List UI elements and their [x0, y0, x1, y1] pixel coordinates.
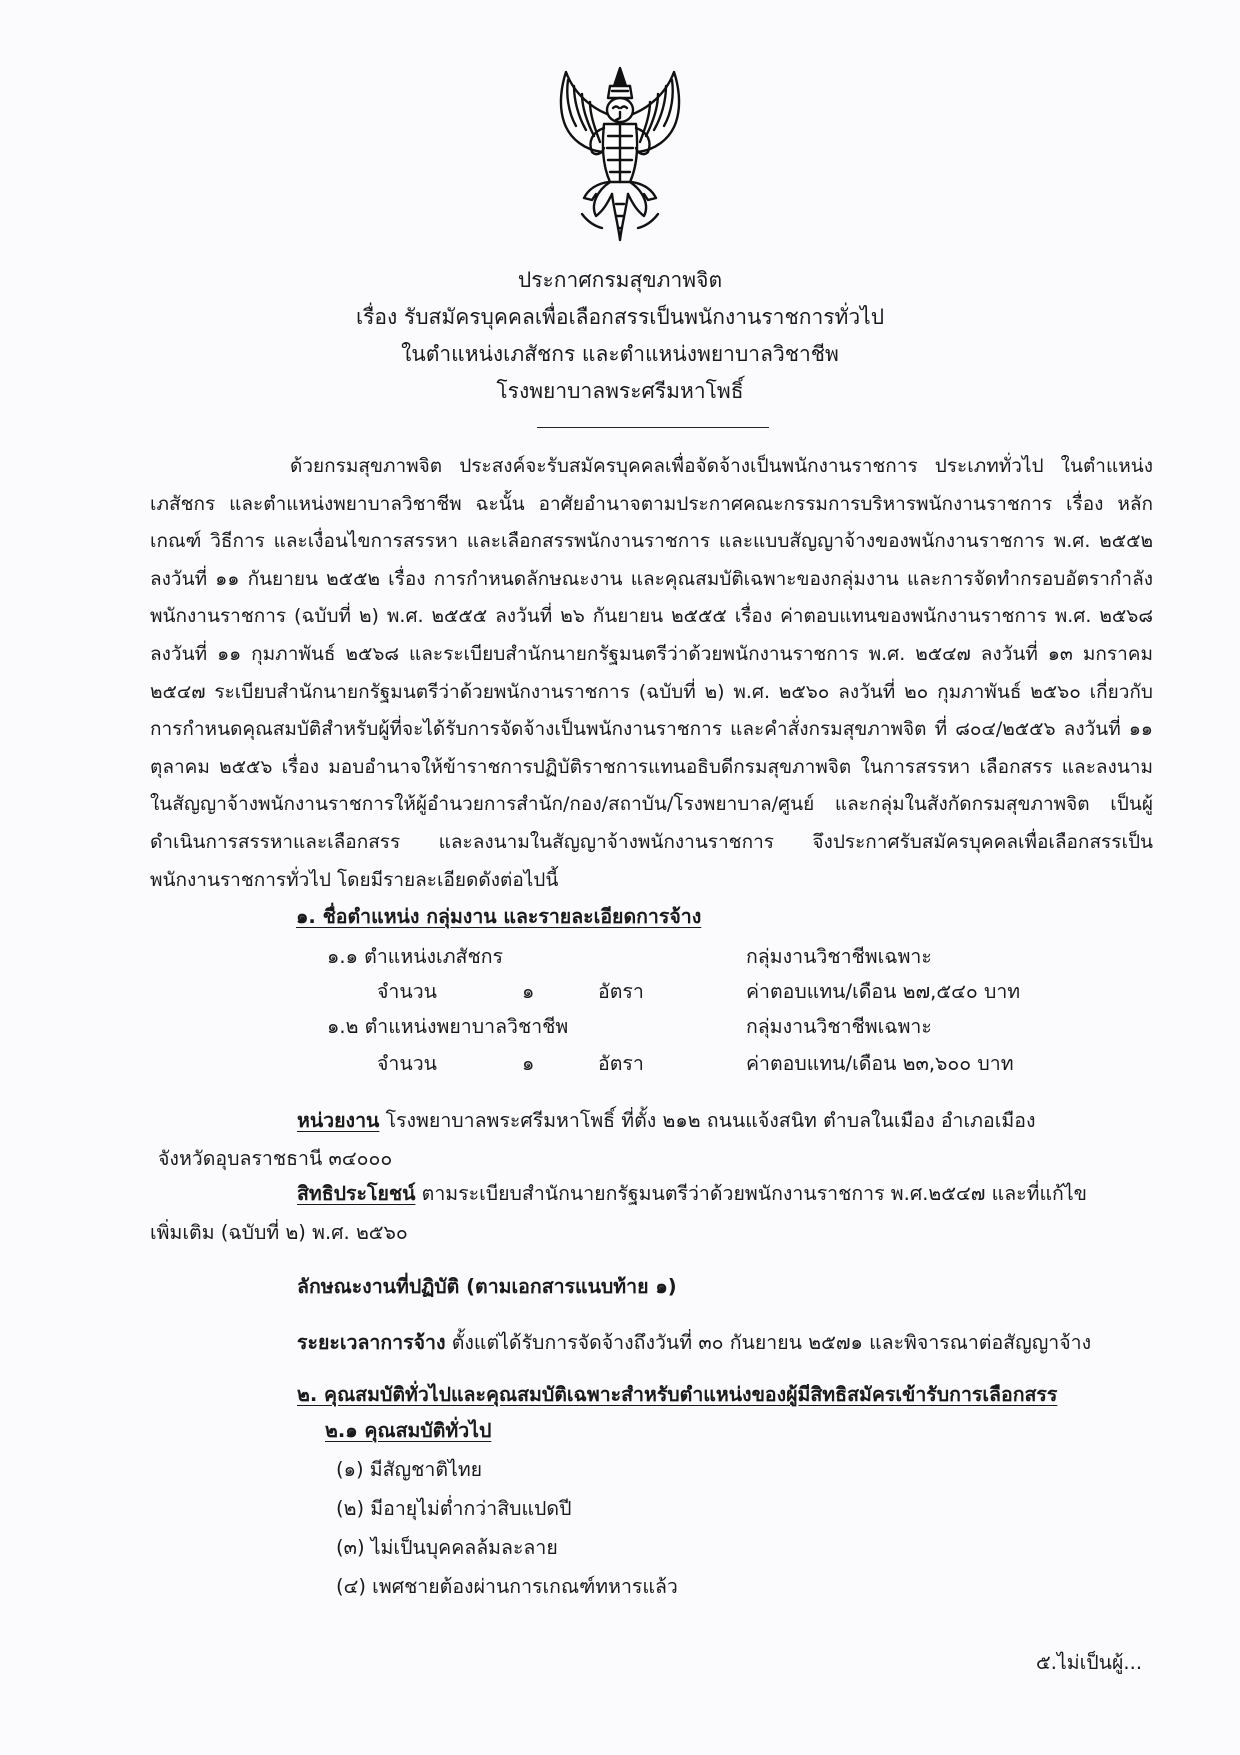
benefits-line-2: เพิ่มเติม (ฉบับที่ ๒) พ.ศ. ๒๕๖๐ [150, 1221, 408, 1244]
title-line-2: เรื่อง รับสมัครบุคคลเพื่อเลือกสรรเป็นพนักงานราชการทั่วไป [355, 305, 885, 329]
agency-label: หน่วยงาน [297, 1109, 380, 1132]
duties-line: ลักษณะงานที่ปฏิบัติ (ตามเอกสารแนบท้าย ๑) [297, 1275, 677, 1298]
position-2-unit: อัตรา [598, 1052, 644, 1075]
agency-text: โรงพยาบาลพระศรีมหาโพธิ์ ที่ตั้ง ๒๑๒ ถนนแจ้งสนิท ตำบลในเมือง อำเภอเมือง [379, 1109, 1036, 1132]
qualification-item-4: (๔) เพศชายต้องผ่านการเกณฑ์ทหารแล้ว [336, 1575, 678, 1598]
section-2-heading: ๒. คุณสมบัติทั่วไปและคุณสมบัติเฉพาะสำหรับตำแหน่งของผู้มีสิทธิสมัครเข้ารับการเลือกสรร [297, 1383, 1058, 1406]
benefits-label: สิทธิประโยชน์ [297, 1182, 416, 1205]
announcement-title [300, 262, 940, 410]
position-2-title: ๑.๒ ตำแหน่งพยาบาลวิชาชีพ [327, 1015, 569, 1038]
period-label: ระยะเวลาการจ้าง [297, 1331, 446, 1354]
position-1-group: กลุ่มงานวิชาชีพเฉพาะ [746, 945, 932, 968]
position-1-title: ๑.๑ ตำแหน่งเภสัชกร [327, 945, 503, 968]
position-1-count-label: จำนวน [377, 980, 437, 1003]
title-line-4: โรงพยาบาลพระศรีมหาโพธิ์ [496, 379, 744, 403]
benefits-text: ตามระเบียบสำนักนายกรัฐมนตรีว่าด้วยพนักงานราชการ พ.ศ.๒๕๔๗ และที่แก้ไข [415, 1182, 1088, 1205]
benefits-line-1 [297, 1179, 1087, 1209]
position-2-count: ๑ [522, 1052, 535, 1075]
position-2-count-label: จำนวน [377, 1052, 437, 1075]
section-2-1-heading: ๒.๑ คุณสมบัติทั่วไป [325, 1419, 492, 1442]
agency-line-2: จังหวัดอุบลราชธานี ๓๔๐๐๐ [158, 1147, 393, 1170]
title-line-3: ในตำแหน่งเภสัชกร และตำแหน่งพยาบาลวิชาชีพ [401, 342, 839, 366]
period-line [297, 1328, 1091, 1358]
position-1-count: ๑ [522, 980, 535, 1003]
title-line-1: ประกาศกรมสุขภาพจิต [517, 268, 723, 292]
qualification-item-1: (๑) มีสัญชาติไทย [336, 1458, 483, 1481]
period-text: ตั้งแต่ได้รับการจัดจ้างถึงวันที่ ๓๐ กันยายน ๒๕๗๑ และพิจารณาต่อสัญญาจ้าง [445, 1331, 1092, 1354]
continued-text: ๕.ไม่เป็นผู้... [1036, 1651, 1143, 1674]
qualification-item-3: (๓) ไม่เป็นบุคคลล้มละลาย [336, 1536, 558, 1559]
title-divider [537, 427, 769, 428]
intro-paragraph: ด้วยกรมสุขภาพจิต ประสงค์จะรับสมัครบุคคลเพื่อจัดจ้างเป็นพนักงานราชการ ประเภททั่วไป ในตำแหน่งเภสัชกร และตำแหน่งพยาบาลวิชาชีพ ฉะนั้น อาศัยอำนาจตามประกาศคณะกรรมการบริหารพนักงานราชการ เรื่อง หลักเกณฑ์ วิธีการ และเงื่อนไขการสรรหา และเลือกสรรพนักงานราชการ และแบบสัญญาจ้างของพนักงานราชการ พ.ศ. ๒๕๕๒ ลงวันที่ ๑๑ กันยายน ๒๕๕๒ เรื่อง การกำหนดลักษณะงาน และคุณสมบัติเฉพาะของกลุ่มงาน และการจัดทำกรอบอัตรากำลังพนักงานราชการ (ฉบับที่ ๒) พ.ศ. ๒๕๕๕ ลงวันที่ ๒๖ กันยายน ๒๕๕๕ เรื่อง ค่าตอบแทนของพนักงานราชการ พ.ศ. ๒๕๖๘ ลงวันที่ ๑๑ กุมภาพันธ์ ๒๕๖๘ และระเบียบสำนักนายกรัฐมนตรีว่าด้วยพนักงานราชการ พ.ศ. ๒๕๔๗ ลงวันที่ ๑๓ มกราคม ๒๕๔๗ ระเบียบสำนักนายกรัฐมนตรีว่าด้วยพนักงานราชการ (ฉบับที่ ๒) พ.ศ. ๒๕๖๐ ลงวันที่ ๒๐ กุมภาพันธ์ ๒๕๖๐ เกี่ยวกับการกำหนดคุณสมบัติสำหรับผู้ที่จะได้รับการจัดจ้างเป็นพนักงานราชการ และคำสั่งกรมสุขภาพจิต ที่ ๘๐๔/๒๕๕๖ ลงวันที่ ๑๑ ตุลาคม ๒๕๕๖ เรื่อง มอบอำนาจให้ข้าราชการปฏิบัติราชการแทนอธิบดีกรมสุขภาพจิต ในการสรรหา เลือกสรร และลงนามในสัญญาจ้างพนักงานราชการให้ผู้อำนวยการสำนัก/กอง/สถาบัน/โรงพยาบาล/ศูนย์ และกลุ่มในสังกัดกรมสุขภาพจิต เป็นผู้ดำเนินการสรรหาและเลือกสรร และลงนามในสัญญาจ้างพนักงานราชการ จึงประกาศรับสมัครบุคคลเพื่อเลือกสรรเป็นพนักงานราชการทั่วไป โดยมีรายละเอียดดังต่อไปนี้ [150, 455, 1153, 891]
agency-line-1 [297, 1106, 1035, 1136]
garuda-emblem-icon [552, 64, 688, 244]
section-1-heading: ๑. ชื่อตำแหน่ง กลุ่มงาน และรายละเอียดการจ้าง [296, 905, 702, 928]
position-1-pay: ค่าตอบแทน/เดือน ๒๗,๕๔๐ บาท [746, 980, 1021, 1003]
position-1-unit: อัตรา [598, 980, 644, 1003]
position-2-group: กลุ่มงานวิชาชีพเฉพาะ [746, 1015, 932, 1038]
qualification-item-2: (๒) มีอายุไม่ต่ำกว่าสิบแปดปี [336, 1497, 572, 1520]
position-2-pay: ค่าตอบแทน/เดือน ๒๓,๖๐๐ บาท [746, 1052, 1014, 1075]
